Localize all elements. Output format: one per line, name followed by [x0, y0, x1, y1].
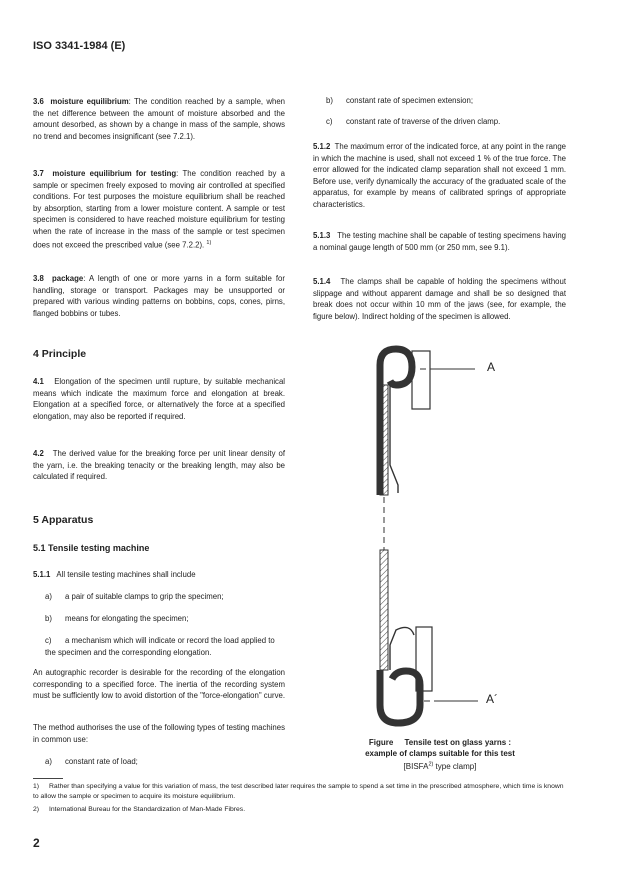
section-number: 3.7 [33, 169, 44, 178]
section-5-1-1 [33, 569, 285, 581]
list-marker: b) [326, 96, 333, 105]
figure-label-a: A [487, 360, 496, 374]
upper-hatched-bar [380, 385, 388, 495]
section-3-8 [33, 273, 285, 319]
paragraph: Elongation of the specimen until rupture, by suitable mechanical means which indicate the maximum force and elongation at break. Elongation at a specified force, or alternatively the force at a specified elongation, may also be reported if required. [33, 377, 286, 421]
list-text: a mechanism which will indicate or record the load applied to the specimen and the corresponding elongation. [45, 636, 275, 657]
page-number: 2 [33, 836, 40, 850]
footnote-1 [33, 782, 569, 801]
section-3-6 [33, 96, 285, 142]
list-marker: c) [326, 117, 333, 126]
document-header: ISO 3341-1984 (E) [33, 40, 126, 52]
list-text: constant rate of load; [65, 757, 138, 766]
caption-type: [BISFA$^{2)}$ type clamp] [403, 761, 477, 771]
figure-caption [320, 737, 560, 772]
section-number: 5.1.3 [313, 231, 331, 240]
footnote-marker: 2) [33, 806, 40, 813]
paragraph-autographic: An autographic recorder is desirable for the recording of the elongation corresponding to a specified force. The inertia of the recording system must be sufficiently low to avoid distortion of the "force-elongation" curve. [33, 668, 285, 701]
footnote-ref: 1) [206, 239, 212, 246]
section-number: 3.6 [33, 97, 44, 106]
list-text: a pair of suitable clamps to grip the specimen; [65, 592, 224, 601]
section-number: 5.1.2 [313, 142, 331, 151]
paragraph: The maximum error of the indicated force, at any point in the range in which the machine is used, shall not exceed 1 % of the true force. The error allowed for the indicated clamp separation shall not exceed 1 mm. Before use, verify dynamically the accuracy of the graduated scale of the apparatus, for example by means of calibrated springs of appropriate characteristics. [313, 142, 566, 209]
definition: : The condition reached by a sample or specimen freely exposed to moving air controlled at specified conditions. For test purposes the moisture equilibrium shall be reached by absorption, starting from a lower moisture content. A sample or test specimen is considered to have reached moisture equilibrium for testing when the rate of increase in the mass of the sample or test specimen does not exceed the prescribed value (see 7.2.2). [33, 169, 285, 250]
list-item-c-right [326, 116, 566, 128]
heading-apparatus: 5 Apparatus [33, 514, 94, 526]
list-text: means for elongating the specimen; [65, 614, 189, 623]
definition: : The condition reached by a sample, when the net difference between the amount of moisture absorbed and the amount desorbed, as shown by a change in mass of the sample, shows no trend and becomes insignificant (see 7.2.1). [33, 97, 285, 141]
caption-subtitle: example of clamps suitable for this test [365, 749, 515, 758]
paragraph: The derived value for the breaking force per unit linear density of the yarn, i.e. the breaking tenacity or the breaking length, may also be calculated if required. [33, 449, 285, 482]
list-item-b [45, 613, 285, 625]
list-text: constant rate of traverse of the driven clamp. [346, 117, 501, 126]
section-number: 5.1.1 [33, 570, 51, 579]
list-item-b-right [326, 95, 566, 107]
list-item-a2 [45, 756, 285, 768]
definition: : A length of one or more yarns in a form suitable for handling, storage or transport. Packages may be unsupported or prepared with various winding patterns on bobbins, cops, cones, pirns, flanged bobbins or tubes. [33, 274, 285, 318]
paragraph: All tensile testing machines shall include [56, 570, 196, 579]
section-number: 4.2 [33, 449, 44, 458]
term: package [51, 274, 84, 283]
section-5-1-3 [313, 230, 566, 253]
list-item-a [45, 591, 285, 603]
paragraph: The testing machine shall be capable of testing specimens having a nominal gauge length of 500 mm (or 250 mm, see 9.1). [313, 231, 566, 252]
section-number: 4.1 [33, 377, 44, 386]
term: moisture equilibrium [50, 97, 129, 106]
footnote-text: International Bureau for the Standardization of Man-Made Fibres. [49, 806, 246, 813]
section-3-7 [33, 168, 285, 251]
footnote-rule [33, 778, 63, 779]
list-marker: c) [45, 636, 52, 645]
heading-principle: 4 Principle [33, 348, 87, 360]
lower-hatched-bar [380, 550, 388, 670]
section-5-1-4 [313, 276, 566, 322]
paragraph: The clamps shall be capable of holding the specimens without slippage and without apparent damage and shall be so designed that break does not occur within 10 mm of the jaws (see, for example, the figure below). Indirect holding of the specimen is allowed. [313, 277, 566, 321]
section-number: 5.1.4 [313, 277, 331, 286]
list-marker: a) [45, 757, 52, 766]
list-marker: a) [45, 592, 52, 601]
footnote-text: Rather than specifying a value for this variation of mass, the test described later requires the sample to spend a set time in the prescribed atmosphere, which time is known to allow the sample or specimen to acquire its moisture equilibrium. [33, 783, 564, 800]
paragraph-method: The method authorises the use of the following types of testing machines in common use: [33, 723, 285, 744]
section-4-1 [33, 376, 285, 422]
list-marker: b) [45, 614, 52, 623]
list-text: constant rate of specimen extension; [346, 96, 473, 105]
list-item-c [45, 635, 285, 658]
section-4-2 [33, 448, 285, 483]
term: moisture equilibrium for testing [52, 169, 177, 178]
figure-label-a-prime: A´ [486, 692, 498, 706]
clamp-figure [340, 345, 540, 733]
caption-prefix: Figure [368, 738, 394, 747]
heading-tensile-machine: 5.1 Tensile testing machine [33, 543, 150, 553]
caption-title: Tensile test on glass yarns : [404, 738, 512, 747]
section-5-1-2 [313, 141, 566, 211]
footnote-2 [33, 805, 569, 815]
footnote-marker: 1) [33, 783, 40, 790]
section-number: 3.8 [33, 274, 44, 283]
